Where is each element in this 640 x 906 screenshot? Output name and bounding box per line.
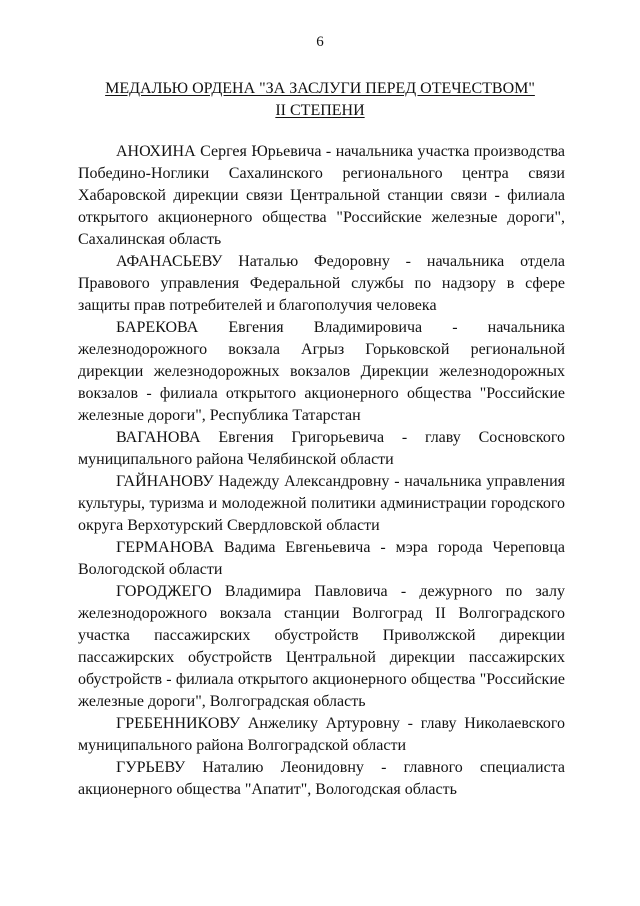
awardee-entry: АФАНАСЬЕВУ Наталью Федоровну - начальника отдела Правового управления Федеральной службы по надзору в сфере защиты прав потребителей и благополучия человека: [78, 253, 565, 314]
awardee-list: [78, 141, 565, 801]
section-heading: [0, 78, 640, 122]
page-number: 6: [316, 34, 324, 50]
awardee-entry: ГРЕБЕННИКОВУ Анжелику Артуровну - главу Николаевского муниципального района Волгоградской области: [78, 715, 565, 754]
awardee-entry: ГЕРМАНОВА Вадима Евгеньевича - мэра города Череповца Вологодской области: [78, 539, 565, 578]
awardee-entry: БАРЕКОВА Евгения Владимировича - начальника железнодорожного вокзала Агрыз Горьковской региональной дирекции железнодорожных вокзалов Дирекции железнодорожных вокзалов - филиала открытого акционерного общества "Российские железные дороги", Республика Татарстан: [78, 319, 565, 424]
awardee-entry: ВАГАНОВА Евгения Григорьевича - главу Сосновского муниципального района Челябинской области: [78, 429, 565, 468]
awardee-entry: ГОРОДЖЕГО Владимира Павловича - дежурного по залу железнодорожного вокзала станции Волгоград II Волгоградского участка пассажирских обустройств Приволжской дирекции пассажирских обустройств Центральной дирекции пассажирских обустройств - филиала открытого акционерного общества "Российские железные дороги", Волгоградская область: [78, 583, 565, 710]
awardee-entry: АНОХИНА Сергея Юрьевича - начальника участка производства Победино-Ноглики Сахалинского регионального центра связи Хабаровской дирекции связи Центральной станции связи - филиала открытого акционерного общества "Российские железные дороги", Сахалинская область: [78, 143, 565, 248]
heading-line-2: II СТЕПЕНИ: [275, 102, 365, 119]
awardee-entry: ГАЙНАНОВУ Надежду Александровну - начальника управления культуры, туризма и молодежной политики администрации городского округа Верхотурский Свердловской области: [78, 473, 565, 534]
heading-line-1: МЕДАЛЬЮ ОРДЕНА "ЗА ЗАСЛУГИ ПЕРЕД ОТЕЧЕСТВОМ": [105, 80, 535, 97]
awardee-entry: ГУРЬЕВУ Наталию Леонидовну - главного специалиста акционерного общества "Апатит", Вологодская область: [78, 759, 565, 798]
